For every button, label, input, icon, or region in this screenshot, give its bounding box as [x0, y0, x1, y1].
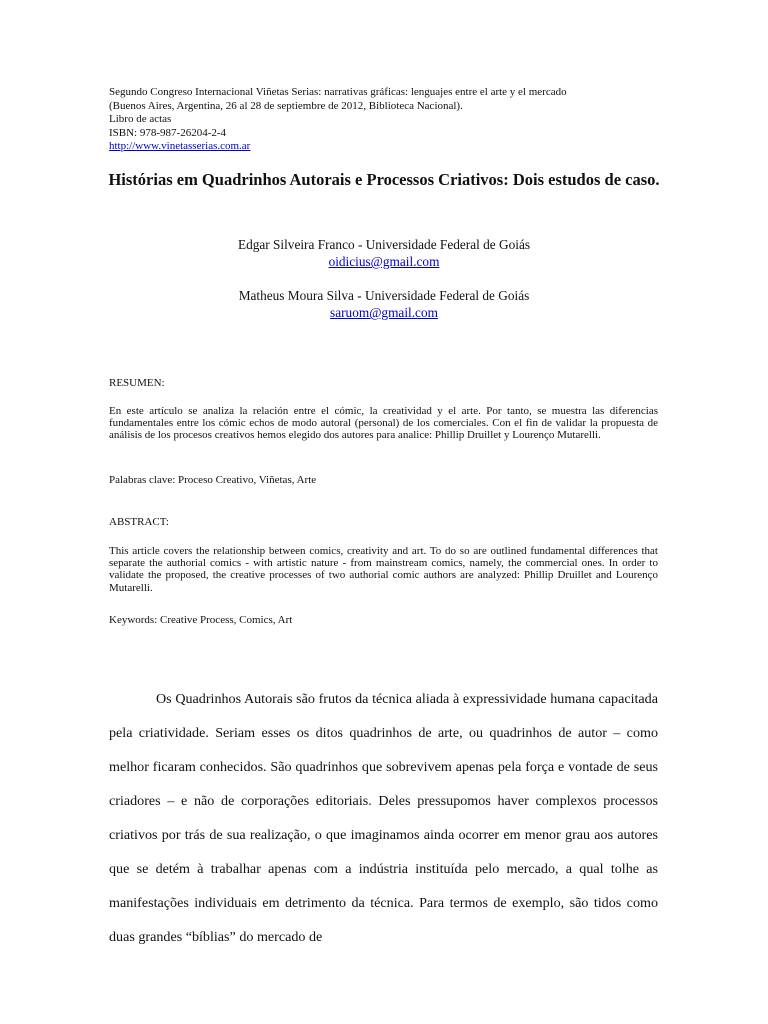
- header-line-venue: (Buenos Aires, Argentina, 26 al 28 de septiembre de 2012, Biblioteca Nacional).: [109, 99, 463, 112]
- resumen-text: En este artículo se analiza la relación entre el cómic, la creatividad y el arte. Por tanto, se muestra las diferencias fundamentales entre los cómic echos de modo autoral (personal) de los comerciales. Con el fin de validar la propuesta de análisis de los procesos creativos hemos elegido dos autores para analice: Phillip Druillet y Lourenço Mutarelli.: [109, 405, 658, 442]
- paper-title: Histórias em Quadrinhos Autorais e Processos Criativos: Dois estudos de caso.: [108, 170, 660, 189]
- abstract-keywords: Keywords: Creative Process, Comics, Art: [109, 614, 293, 626]
- resumen-keywords: Palabras clave: Proceso Creativo, Viñetas, Arte: [109, 474, 317, 486]
- author-email-link[interactable]: oidicius@gmail.com: [328, 254, 440, 269]
- author-block-1: [100, 236, 668, 270]
- author-name: Edgar Silveira Franco - Universidade Federal de Goiás: [237, 237, 531, 252]
- author-name: Matheus Moura Silva - Universidade Federal de Goiás: [238, 288, 530, 303]
- resumen-heading: RESUMEN:: [109, 377, 165, 389]
- header-line-proceedings: Libro de actas: [109, 113, 172, 126]
- author-email-link[interactable]: saruom@gmail.com: [330, 305, 438, 320]
- header-line-congress: Segundo Congreso Internacional Viñetas Serias: narrativas gráficas: lenguajes entre el arte y el mercado: [109, 86, 567, 98]
- publication-header: [109, 86, 669, 154]
- abstract-text: This article covers the relationship between comics, creativity and art. To do so are outlined fundamental differences that separate the authorial comics - with artistic nature - from mainstream comics, namely, the commercial ones. In order to validate the proposed, the creative processes of two authorial comic authors are analyzed: Phillip Druillet and Lourenço Mutarelli.: [109, 545, 658, 594]
- body-paragraph: Os Quadrinhos Autorais são frutos da técnica aliada à expressividade humana capacitada pela criatividade. Seriam esses os ditos quadrinhos de arte, ou quadrinhos de autor – como melhor ficaram conhecidos. São quadrinhos que sobrevivem apenas pela força e vontade de seus criadores – e não de corporações editoriais. Deles pressupomos haver complexos processos criativos por trás de sua realização, o que imaginamos ainda ocorrer em menor grau aos autores que se detém à trabalhar apenas com a indústria instituída pelo mercado, a qual tolhe as manifestações individuais em detrimento da técnica. Para termos de exemplo, são tidos como duas grandes “bíblias” do mercado de: [109, 691, 658, 945]
- header-line-isbn: ISBN: 978-987-26204-2-4: [109, 126, 227, 139]
- author-block-2: [100, 287, 668, 321]
- abstract-heading: ABSTRACT:: [109, 516, 169, 528]
- header-url-link[interactable]: http://www.vinetasserias.com.ar: [109, 140, 251, 153]
